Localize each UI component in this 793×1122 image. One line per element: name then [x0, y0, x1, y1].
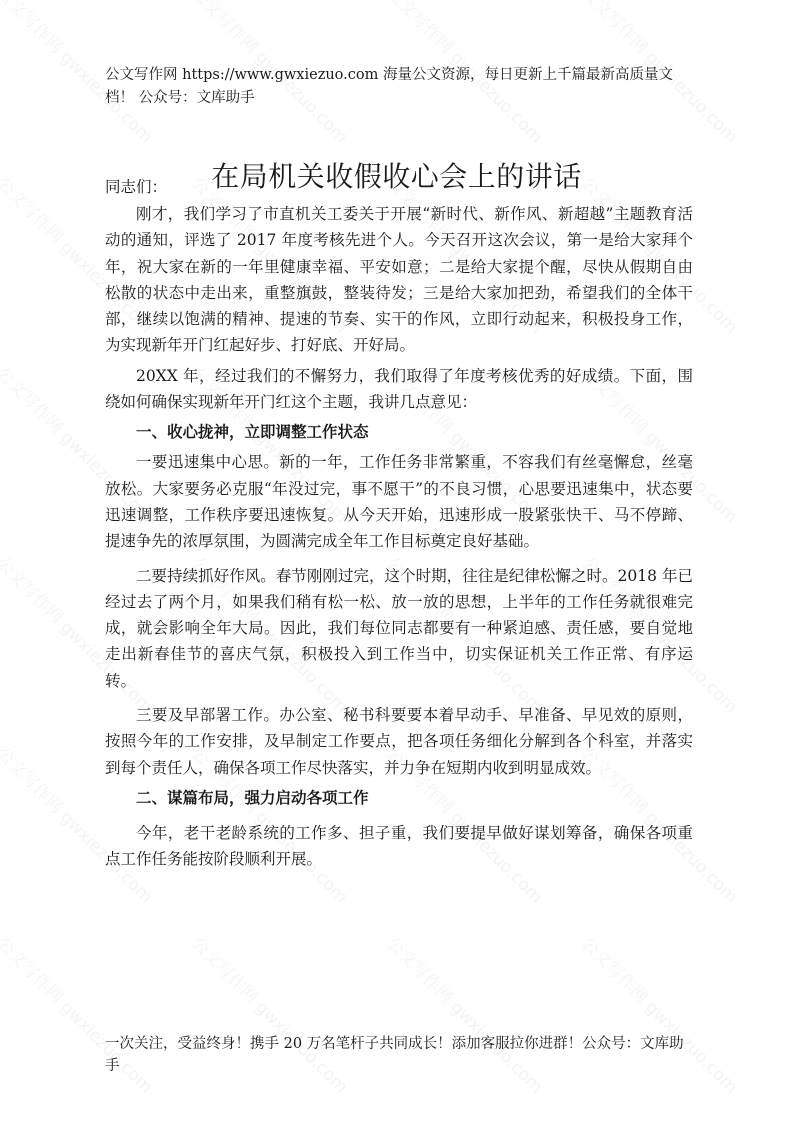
section-paragraph: 一要迅速集中心思。新的一年，工作任务非常繁重，不容我们有丝毫懈怠，丝毫放松。大家要务必克服“年没过完，事不愿干”的不良习惯，心思要迅速集中，状态要迅速调整，工作秩序要迅速恢复。从今天开始，迅速形成一股紧张快干、马不停蹄、提速争先的浓厚氛围，为圆满完成全年工作目标奠定良好基础。: [105, 453, 693, 551]
section-paragraph: 今年，老干老龄系统的工作多、担子重，我们要提早做好谋划筹备，确保各项重点工作任务能按阶段顺利开展。: [105, 823, 693, 869]
intro-paragraph: 刚才，我们学习了市直机关工委关于开展“新时代、新作风、新超越”主题教育活动的通知，评选了 2017 年度考核先进个人。今天召开这次会议，第一是给大家拜个年，祝大家在新的一年里健康幸福、平安如意；二是给大家提个醒，尽快从假期自由松散的状态中走出来，重整旗鼓，整装待发；三是给大家加把劲，希望我们的全体干部，继续以饱满的精神、提速的节奏、实干的作风，立即行动起来，积极投身工作，为实现新年开门红起好步、打好底、开好局。: [105, 205, 693, 355]
page-footer: [105, 1033, 695, 1077]
section-paragraph: 三要及早部署工作。办公室、秘书科要要本着早动手、早准备、早见效的原则，按照今年的工作安排，及早制定工作要点，把各项任务细化分解到各个科室，并落实到每个责任人，确保各项工作尽快落实，并力争在短期内收到明显成效。: [105, 706, 693, 777]
section-heading: 二、谋篇布局，强力启动各项工作: [136, 787, 369, 807]
intro-paragraph: 20XX 年，经过我们的不懈努力，我们取得了年度考核优秀的好成绩。下面，围绕如何确保实现新年开门红这个主题，我讲几点意见：: [105, 366, 693, 412]
document-body: [105, 174, 693, 873]
page-header: [105, 64, 695, 110]
salutation: 同志们：: [105, 178, 168, 196]
header-text: 公文写作网 https://www.gwxiezuo.com 海量公文资源，每日更新上千篇最新高质量文档！ 公众号：文库助手: [105, 67, 673, 106]
footer-text: 一次关注，受益终身！携手 20 万名笔杆子共同成长！添加客服拉你进群！公众号：文库助手: [105, 1036, 684, 1074]
document-title: 在局机关收假收心会上的讲话: [211, 159, 582, 193]
section-paragraph: 二要持续抓好作风。春节刚刚过完，这个时期，往往是纪律松懈之时。2018 年已经过去了两个月，如果我们稍有松一松、放一放的思想，上半年的工作任务就很难完成，就会影响全年大局。因此，我们每位同志都要有一种紧迫感、责任感，要自觉地走出新春佳节的喜庆气氛，积极投入到工作当中，切实保证机关工作正常、有序运转。: [105, 566, 693, 690]
section-heading: 一、收心拢神，立即调整工作状态: [136, 422, 369, 442]
